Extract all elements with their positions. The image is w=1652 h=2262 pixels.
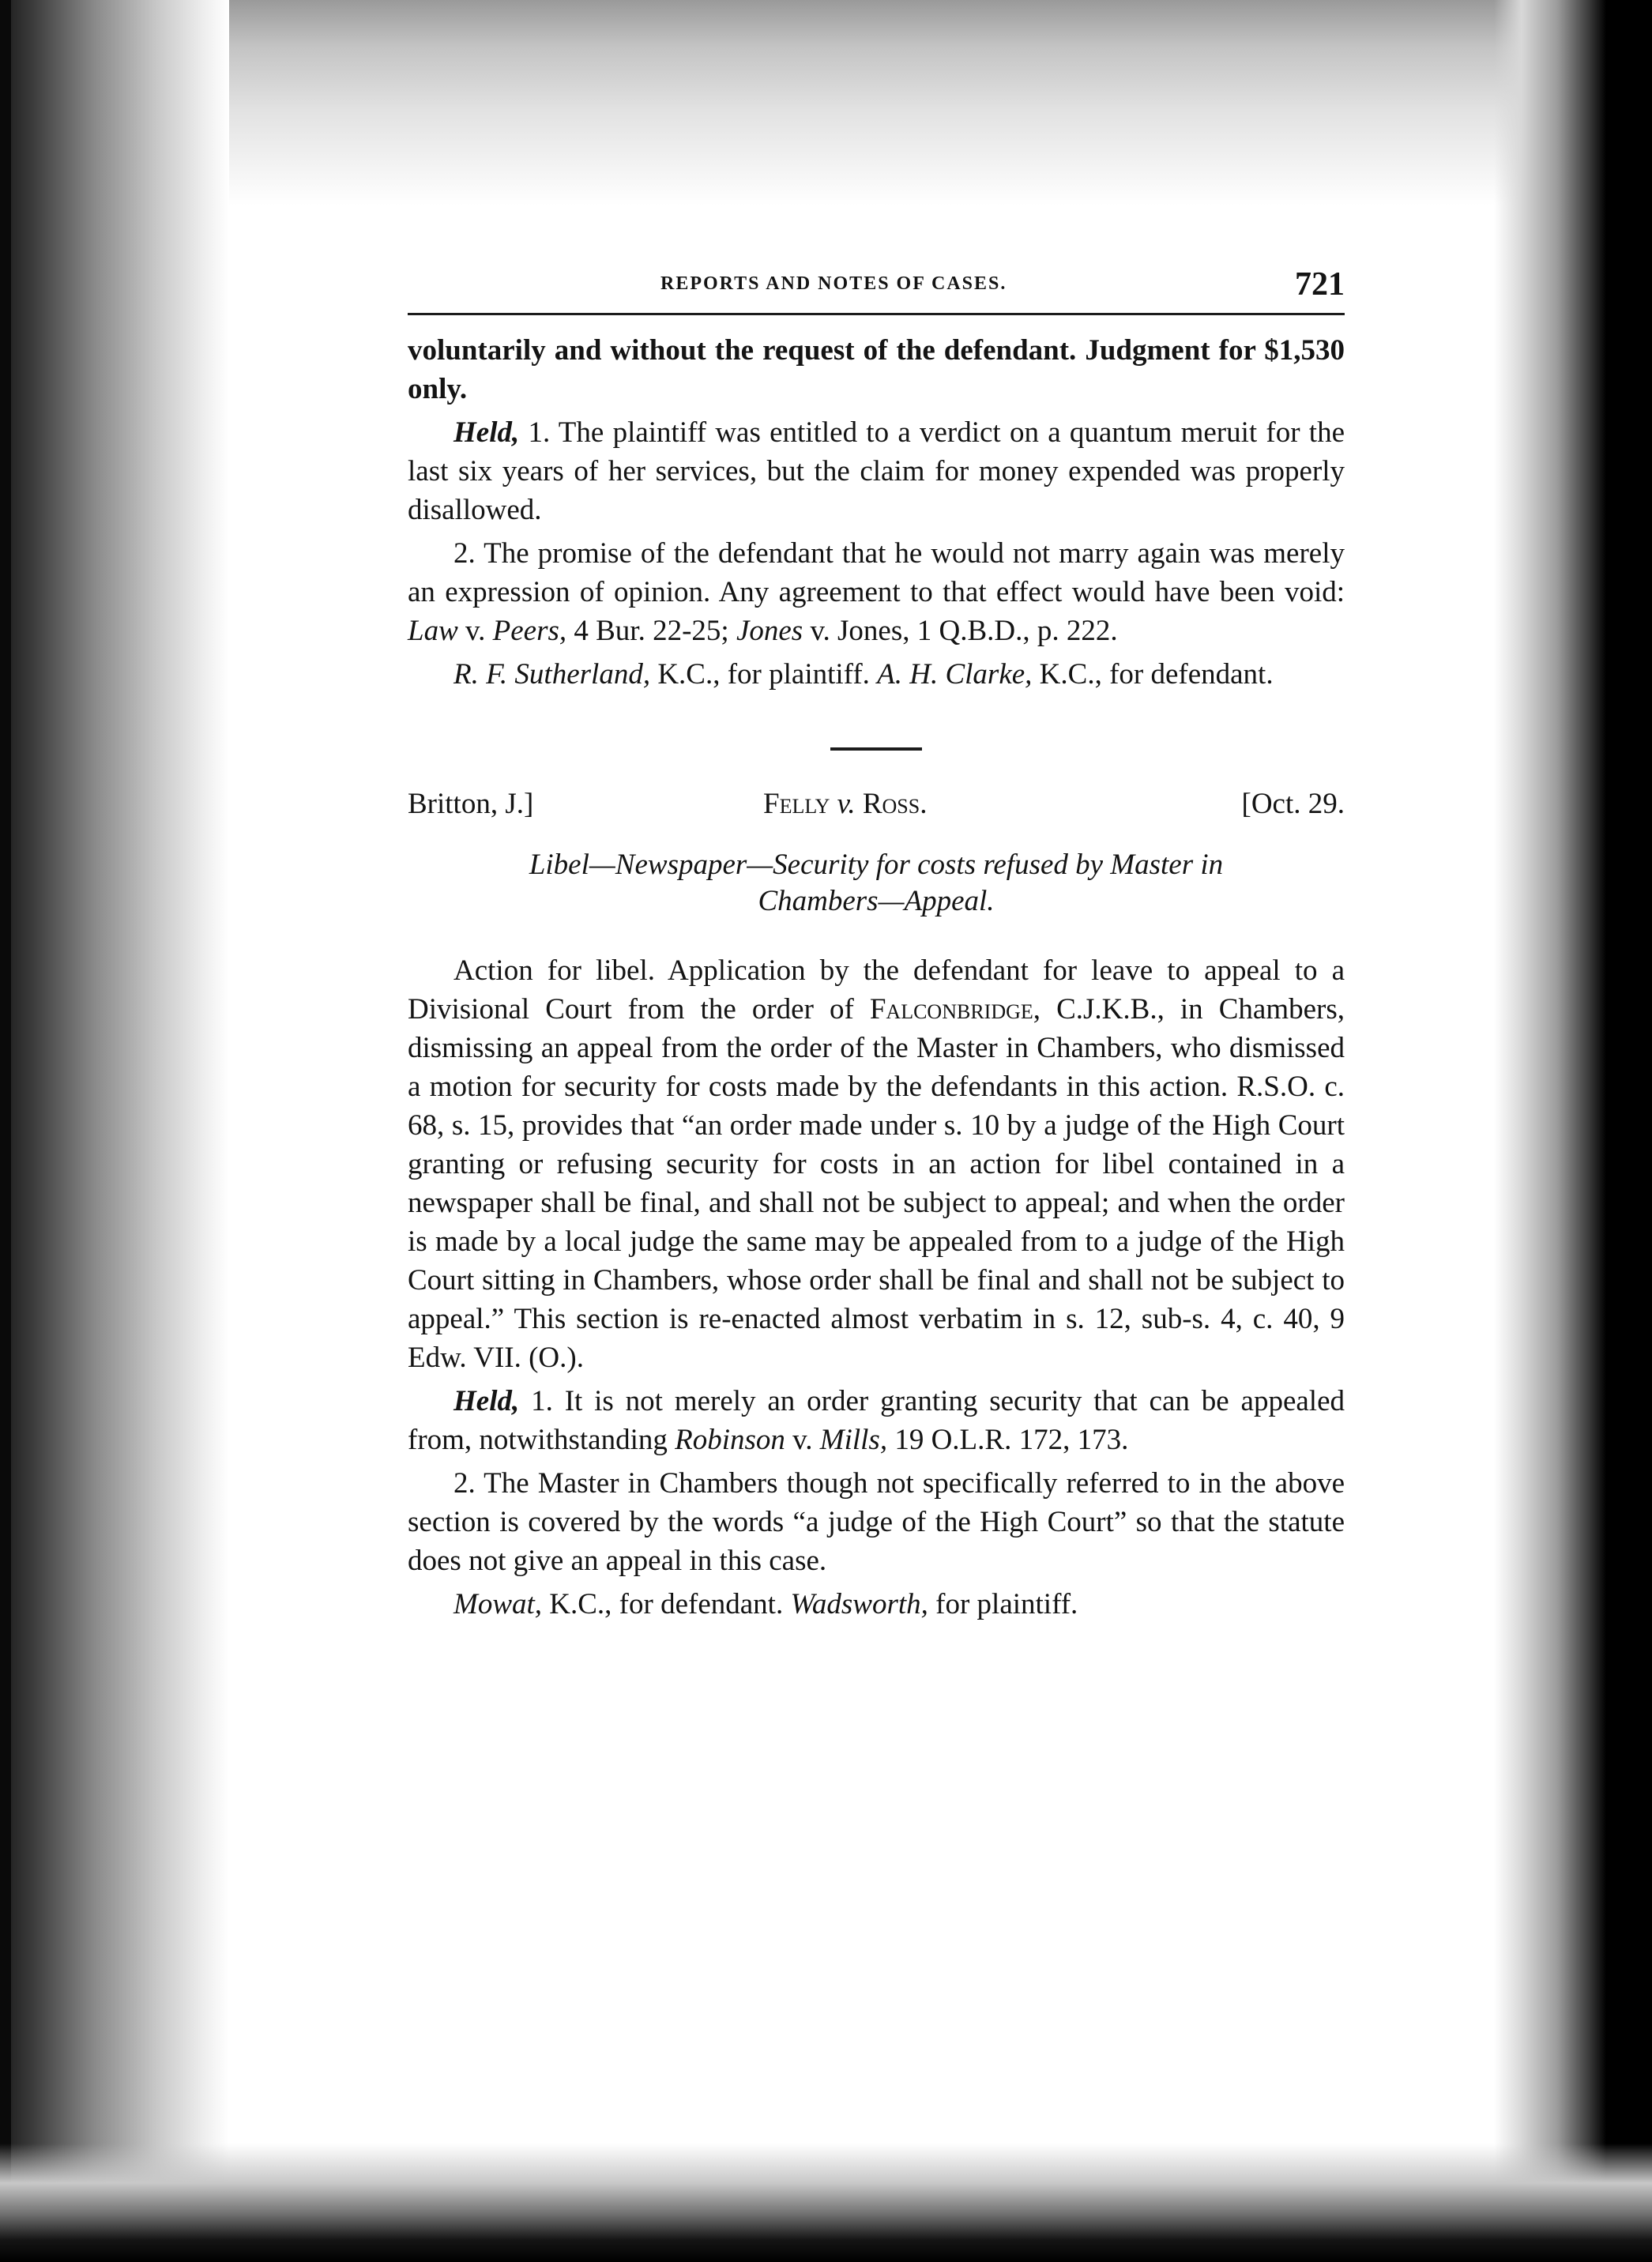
scan-edge-left [0, 0, 229, 2262]
case-heading [408, 787, 1345, 831]
held-paragraph-1 [408, 413, 1345, 529]
scan-edge-right [1494, 0, 1652, 2262]
catchline-line-2: Chambers—Appeal. [758, 885, 995, 917]
judge-name: Falconbridge [869, 993, 1033, 1026]
case-citation: Jones [736, 615, 803, 647]
case-citation: Robinson [675, 1424, 785, 1456]
counsel-name: Wadsworth, [790, 1588, 928, 1620]
scan-spine-shadow [0, 0, 11, 2262]
citation-connector: v. [785, 1424, 820, 1456]
held-text: 1. It is not merely an order granting security that can be appealed from, notwithstanding [408, 1385, 1345, 1456]
counsel-name: A. H. Clarke, [877, 658, 1033, 691]
scan-edge-top [0, 0, 1652, 205]
citation-connector: v. [457, 615, 493, 647]
held-text: 1. The plaintiff was entitled to a verdict on a quantum meruit for the last six years of her services, but the claim for money expended was properly disallowed. [408, 416, 1345, 526]
book-page [408, 265, 1345, 1628]
counsel-role: for plaintiff. [928, 1588, 1078, 1620]
citation-reference: 4 Bur. 22-25; [566, 615, 736, 647]
page-number: 721 [1295, 266, 1345, 303]
case-catchline [408, 847, 1345, 920]
running-title: REPORTS AND NOTES OF CASES. [660, 273, 1007, 294]
case-title [763, 787, 927, 821]
held-label: Held, [453, 1385, 520, 1417]
counsel-role: K.C., for defendant. [1032, 658, 1274, 691]
counsel-role: K.C., for plaintiff. [650, 658, 878, 691]
counsel-role: K.C., for defendant. [542, 1588, 791, 1620]
citation-reference: v. Jones, 1 Q.B.D., p. 222. [803, 615, 1118, 647]
case-date: [Oct. 29. [1241, 788, 1345, 820]
running-head [408, 265, 1345, 315]
counsel-line [408, 1585, 1345, 1624]
versus: v. [830, 788, 863, 820]
held-paragraph-1 [408, 1382, 1345, 1459]
counsel-line [408, 655, 1345, 694]
held-paragraph-2 [408, 534, 1345, 650]
held-paragraph-2: 2. The Master in Chambers though not specifically referred to in the above section is covered by the words “a judge of the High Court” so that the statute does not give an appeal in this case. [408, 1467, 1345, 1577]
case-judge: Britton, J.] [408, 788, 534, 820]
case-citation: Law [408, 615, 458, 647]
facts-text: , C.J.K.B., in Chambers, dismissing an appeal from the order of the Master in Chambers, who dismissed a motion for security for costs made by the defendants in this action. R.S.O. c. 68, s. 15, provides that “an order made under s. 10 by a judge of the High Court granting or refusing security for costs in an action for libel contained in a newspaper shall be final, and shall not be subject to appeal; and when the order is made by a local judge the same may be appealed from to a judge of the High Court sitting in Chambers, whose order shall be final and shall not be subject to appeal.” This section is re-enacted almost verbatim in s. 12, sub-s. 4, c. 40, 9 Edw. VII. (O.). [408, 993, 1345, 1374]
case-two-text [408, 951, 1345, 1624]
citation-reference: 19 O.L.R. 172, 173. [887, 1424, 1129, 1456]
held-label: Held, [453, 416, 520, 449]
facts-paragraph [408, 951, 1345, 1377]
party-name: Ross. [862, 788, 928, 820]
judgment-paragraph: voluntarily and without the request of the defendant. Judgment for $1,530 only. [408, 334, 1345, 405]
scan-edge-bottom [0, 2143, 1652, 2262]
section-divider [830, 747, 922, 751]
counsel-name: R. F. Sutherland, [453, 658, 651, 691]
case-one-text [408, 331, 1345, 694]
held-text: 2. The promise of the defendant that he would not marry again was merely an expression of opinion. Any agreement to that effect would have been void: [408, 537, 1345, 608]
case-citation: Mills, [819, 1424, 888, 1456]
case-citation: Peers, [492, 615, 567, 647]
counsel-name: Mowat, [453, 1588, 543, 1620]
facts-text: Action for libel. Application by the defendant for leave to appeal to a Divisional Court from the order of [408, 954, 1345, 1026]
catchline-line-1: Libel—Newspaper—Security for costs refused by Master in [529, 849, 1224, 881]
party-name: Felly [763, 788, 830, 820]
